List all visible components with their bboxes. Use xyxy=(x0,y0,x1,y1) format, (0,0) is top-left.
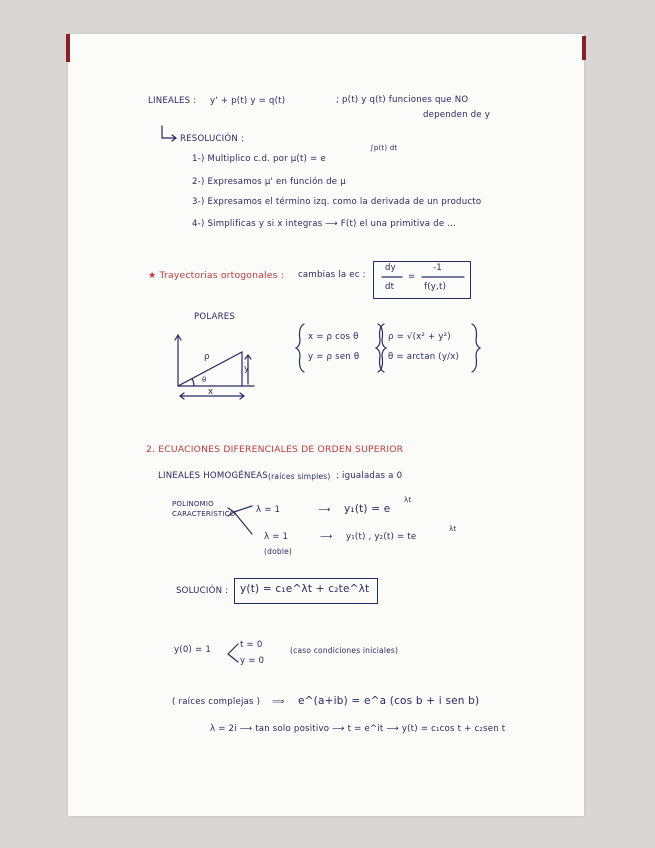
lineales-note-1: ; p(t) y q(t) funciones que NO xyxy=(336,95,469,105)
trayectorias-instruction: cambias la ec : xyxy=(298,270,366,280)
resolucion-label: RESOLUCIÓN : xyxy=(180,134,245,144)
complex-expression: e^(a+ib) = e^a (cos b + i sen b) xyxy=(298,695,480,707)
diagram-y-label: y xyxy=(244,364,250,374)
case-2-result: y₁(t) , y₂(t) = te xyxy=(346,532,417,542)
case-1-lambda: λ = 1 xyxy=(256,505,281,515)
complex-roots-label: ( raíces complejas ) xyxy=(172,697,261,707)
solucion-label: SOLUCIÓN : xyxy=(176,586,229,596)
case-2-arrow: ⟶ xyxy=(320,532,333,542)
initial-t: t = 0 xyxy=(240,640,263,650)
lineales-title: LINEALES : xyxy=(148,96,197,106)
initial-condition-label: y(0) = 1 xyxy=(174,645,211,655)
step-2: 2-) Expresamos μ' en función de μ xyxy=(192,177,346,187)
diagram-x-label: x xyxy=(208,387,214,397)
trayectorias-title: ★ Trayectorias ortogonales : xyxy=(148,270,284,281)
case-2-note: (doble) xyxy=(264,547,293,556)
step-4: 4-) Simplificas y si x integras ⟶ F(t) el una primitiva de ... xyxy=(192,219,457,229)
section-2-title: 2. ECUACIONES DIFERENCIALES DE ORDEN SUPERIOR xyxy=(146,444,404,455)
polar-eq-x: x = ρ cos θ xyxy=(308,332,359,342)
step-3: 3-) Expresamos el término izq. como la derivada de un producto xyxy=(192,197,482,207)
polares-label: POLARES xyxy=(194,312,236,322)
solucion-expression: y(t) = c₁e^λt + c₂te^λt xyxy=(240,583,370,595)
lineales-equation: y' + p(t) y = q(t) xyxy=(210,96,286,106)
initial-y: y = 0 xyxy=(240,656,265,666)
handwritten-strokes xyxy=(68,34,584,816)
lhs-denominator: dt xyxy=(385,282,395,292)
case-1-exponent: λt xyxy=(404,496,412,504)
initial-note: (caso condiciones iniciales) xyxy=(290,646,399,655)
polar-eq-theta: θ = arctan (y/x) xyxy=(388,352,460,362)
complex-arrow: ⟹ xyxy=(272,697,285,707)
case-1-arrow: ⟶ xyxy=(318,505,331,515)
diagram-rho-label: ρ xyxy=(204,352,210,362)
polinomio-line-2: CARACTERÍSTICO xyxy=(172,510,236,518)
case-2-lambda: λ = 1 xyxy=(264,532,289,542)
polinomio-line-1: POLINOMIO xyxy=(172,500,214,508)
rhs-numerator: -1 xyxy=(433,263,442,273)
homogeneas-tail: : igualadas a 0 xyxy=(336,471,403,481)
polar-eq-rho: ρ = √(x² + y²) xyxy=(388,332,451,342)
equals-sign: = xyxy=(408,272,416,282)
lhs-numerator: dy xyxy=(385,263,396,273)
case-1-result: y₁(t) = e xyxy=(344,503,391,515)
step-1: 1-) Multiplico c.d. por μ(t) = e xyxy=(192,154,326,164)
step-1-exponent: ∫p(t) dt xyxy=(370,144,398,152)
diagram-theta-label: θ xyxy=(202,376,207,384)
homogeneas-note: (raíces simples) xyxy=(268,472,331,481)
polar-eq-y: y = ρ sen θ xyxy=(308,352,360,362)
final-line: λ = 2i ⟶ tan solo positivo ⟶ t = e^it ⟶ y(t) = c₁cos t + c₂sen t xyxy=(210,724,506,734)
rhs-denominator: f(y,t) xyxy=(424,282,447,292)
notebook-page xyxy=(68,34,584,816)
lineales-note-2: dependen de y xyxy=(423,110,491,120)
diagram-triangle xyxy=(178,352,242,386)
homogeneas-subtitle: LINEALES HOMOGÉNEAS xyxy=(158,471,268,481)
case-2-exponent: λt xyxy=(449,525,457,533)
